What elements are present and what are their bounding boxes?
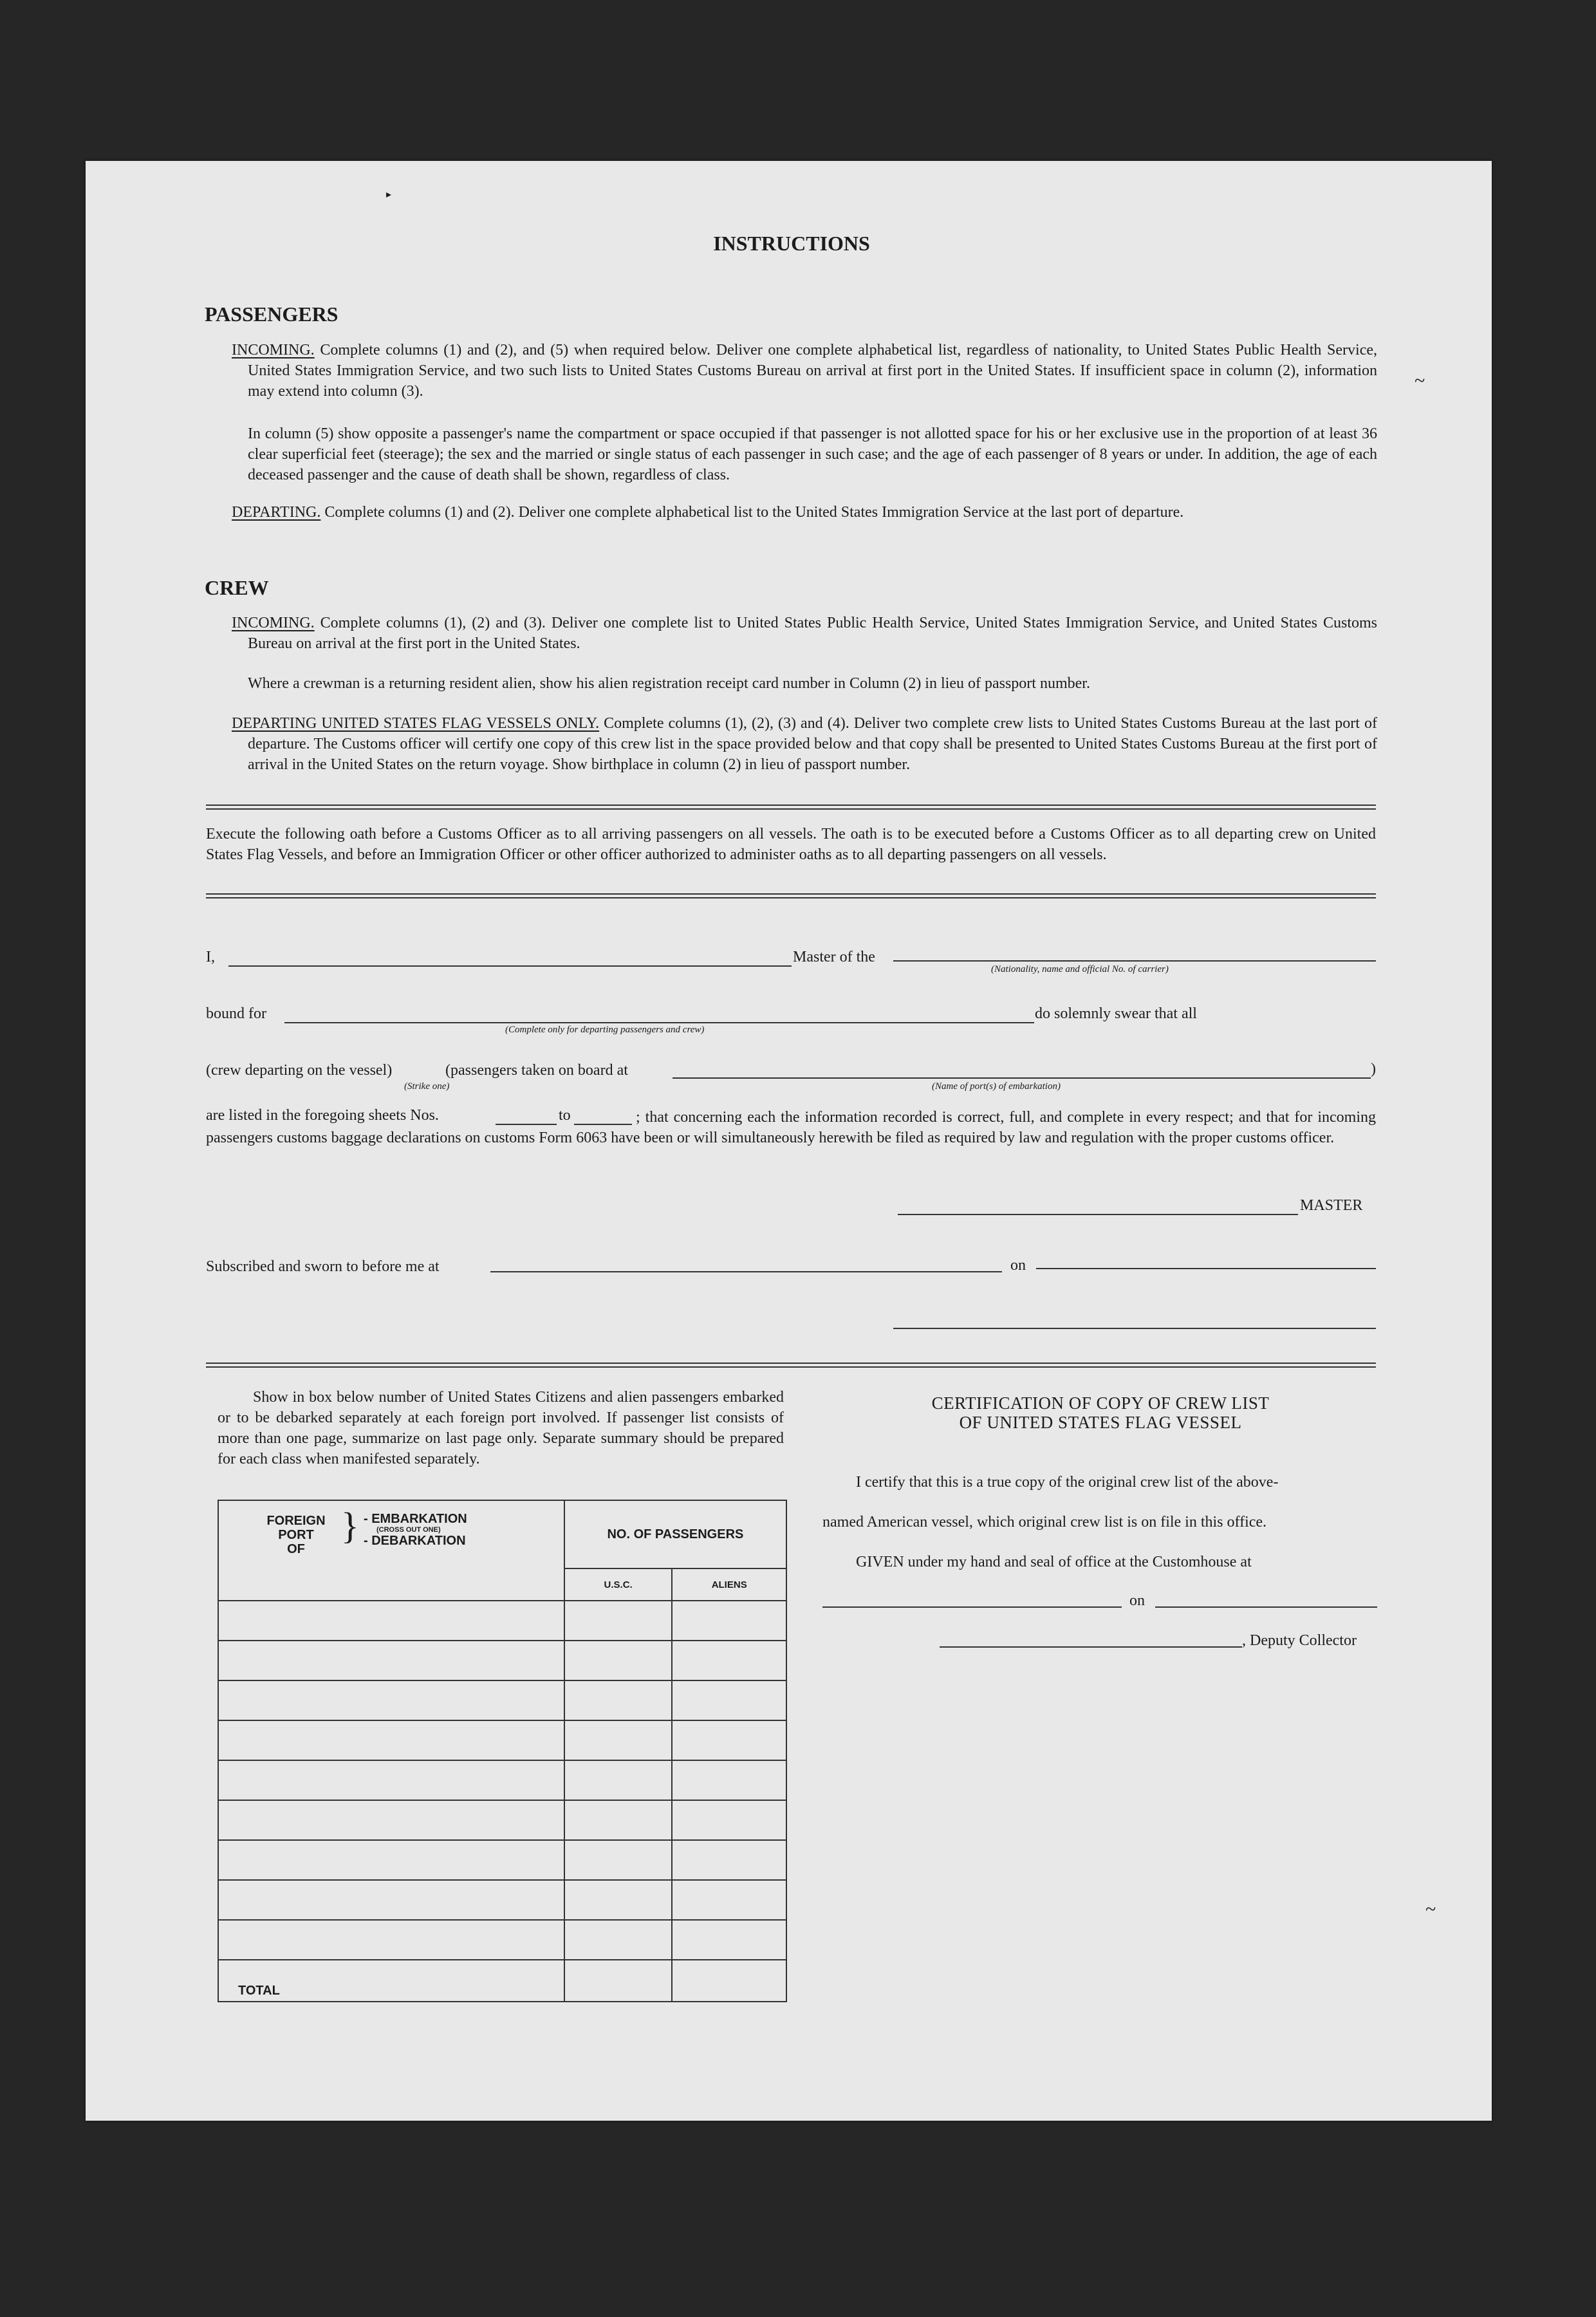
passenger-summary-table [218, 1500, 787, 2002]
port-cell[interactable] [218, 1680, 564, 1720]
master-label: MASTER [1300, 1197, 1363, 1214]
usc-cell[interactable] [564, 1760, 673, 1800]
nationality-hint: (Nationality, name and official No. of carrier) [991, 964, 1169, 974]
port-cell[interactable] [218, 1760, 564, 1800]
passengers-departing [232, 502, 1377, 523]
given-text: GIVEN under my hand and seal of office at the Customhouse at [856, 1554, 1252, 1570]
certification-date-field[interactable] [1155, 1606, 1377, 1608]
ports-field[interactable] [673, 1077, 1371, 1079]
usc-cell[interactable] [564, 1920, 673, 1960]
oath-instruction: Execute the following oath before a Customs Officer as to all arriving passengers on all vessels. The oath is to be executed before a Customs Officer as to all departing crew on United States Flag Vessels, and before an Immigration Officer or other officer authorized to administer oaths as to all departing passengers on all vessels. [206, 826, 1376, 863]
crew-incoming-text: Complete columns (1), (2) and (3). Deliver one complete list to United States Public Health Service, United States Immigration Service, and United States Customs Bureau on arrival at the first port in the United States. [248, 615, 1378, 652]
usc-cell[interactable] [564, 1601, 673, 1641]
section-divider [206, 805, 1376, 810]
passengers-departing-label: DEPARTING. [232, 504, 321, 521]
close-paren: ) [1371, 1061, 1376, 1077]
cross-out-hint: (CROSS OUT ONE) [376, 1526, 441, 1534]
aliens-cell[interactable] [672, 1601, 786, 1641]
usc-cell[interactable] [564, 1720, 673, 1760]
bound-for-field[interactable] [284, 1022, 1034, 1023]
total-row [218, 1960, 786, 2002]
strike-one-hint: (Strike one) [404, 1081, 450, 1092]
swear-label: do solemnly swear that all [1035, 1005, 1197, 1022]
usc-cell[interactable] [564, 1641, 673, 1680]
certify-line1: I certify that this is a true copy of the original crew list of the above- [856, 1474, 1279, 1491]
crew-departing [232, 713, 1378, 775]
port-cell[interactable] [218, 1880, 564, 1920]
bound-for-hint: (Complete only for departing passengers and crew) [505, 1025, 705, 1035]
port-cell[interactable] [218, 1800, 564, 1840]
scan-mark: ▸ [386, 189, 392, 200]
crew-incoming [232, 613, 1378, 654]
sworn-place-field[interactable] [490, 1271, 1002, 1272]
usc-cell[interactable] [564, 1880, 673, 1920]
aliens-cell[interactable] [672, 1641, 786, 1680]
table-row [218, 1920, 786, 1960]
foreign-port-line2: PORT [278, 1528, 314, 1542]
usc-cell[interactable] [564, 1680, 673, 1720]
brace-glyph: } [341, 1505, 359, 1547]
listed-text: ; that concerning each the information recorded is correct, full, and complete in every respect; and that for incoming passengers customs baggage declarations on customs Form 6063 have been or will simultaneously herewith be filed as required by law and regulation with the proper customs officer. [206, 1109, 1376, 1146]
crew-departing-option: (crew departing on the vessel) [206, 1062, 393, 1079]
aliens-cell[interactable] [672, 1680, 786, 1720]
usc-total-cell[interactable] [564, 1960, 673, 2002]
deputy-collector-signature-field[interactable] [940, 1646, 1242, 1648]
embarkation-option: - EMBARKATION [364, 1512, 467, 1526]
to-label: to [559, 1107, 571, 1124]
no-of-passengers-header: NO. OF PASSENGERS [564, 1500, 786, 1568]
port-cell[interactable] [218, 1840, 564, 1880]
page-title: INSTRUCTIONS [713, 232, 870, 255]
aliens-cell[interactable] [672, 1880, 786, 1920]
aliens-cell[interactable] [672, 1920, 786, 1960]
crew-heading: CREW [205, 576, 269, 599]
certification-heading-line2: OF UNITED STATES FLAG VESSEL [959, 1413, 1242, 1432]
ports-hint: (Name of port(s) of embarkation) [932, 1081, 1061, 1092]
aliens-header: ALIENS [672, 1568, 786, 1601]
certification-heading [837, 1393, 1364, 1432]
table-row [218, 1601, 786, 1641]
passengers-incoming-text: Complete columns (1) and (2), and (5) when required below. Deliver one complete alphabetical list, regardless of nationality, to United States Public Health Service, United States Immigration Service, and two such lists to United States Customs Bureau on arrival at first port in the United States. If insufficient space in column (2), information may extend into column (3). [248, 342, 1378, 400]
table-row [218, 1720, 786, 1760]
master-name-field[interactable] [228, 965, 792, 967]
foreign-port-line1: FOREIGN [266, 1514, 326, 1528]
aliens-cell[interactable] [672, 1840, 786, 1880]
crew-departing-label: DEPARTING UNITED STATES FLAG VESSELS ONLY. [232, 715, 600, 732]
passengers-incoming [232, 340, 1378, 402]
certify-line2: named American vessel, which original crew list is on file in this office. [822, 1514, 1267, 1531]
oath-i-label: I, [206, 949, 215, 965]
port-cell[interactable] [218, 1720, 564, 1760]
certification-heading-line1: CERTIFICATION OF COPY OF CREW LIST [931, 1393, 1270, 1413]
usc-cell[interactable] [564, 1800, 673, 1840]
deputy-collector-label: , Deputy Collector [1242, 1632, 1357, 1649]
subscribed-label: Subscribed and sworn to before me at [206, 1258, 440, 1275]
passengers-taken-option: (passengers taken on board at [445, 1062, 628, 1079]
port-cell[interactable] [218, 1601, 564, 1641]
port-cell[interactable] [218, 1920, 564, 1960]
crew-resident-text: Where a crewman is a returning resident alien, show his alien registration receipt card number in Column (2) in lieu of passport number. [248, 675, 1090, 692]
debarkation-option: - DEBARKATION [364, 1534, 466, 1548]
aliens-cell[interactable] [672, 1720, 786, 1760]
section-divider [206, 1363, 1376, 1368]
port-cell[interactable] [218, 1641, 564, 1680]
certification-on-label: on [1129, 1592, 1145, 1609]
summary-instructions: Show in box below number of United States Citizens and alien passengers embarked or to be debarked separately at each foreign port involved. If passenger list consists of more than one page, summarize on last page only. Separate summary should be prepared for each class when manifested separately. [218, 1389, 784, 1467]
foreign-port-line3: OF [287, 1542, 305, 1556]
passengers-column5-text: In column (5) show opposite a passenger's name the compartment or space occupied if that passenger is not allotted space for his or her exclusive use in the proportion of at least 36 clear superficial feet (steerage); the sex and the married or single status of each passenger in such case; and the age of each passenger of 8 years or under. In addition, the age of each deceased passenger and the cause of death shall be shown, regardless of class. [248, 425, 1377, 483]
sworn-date-field[interactable] [1036, 1268, 1376, 1269]
customhouse-field[interactable] [822, 1606, 1122, 1608]
officer-signature-field[interactable] [893, 1328, 1376, 1329]
table-row [218, 1641, 786, 1680]
aliens-total-cell[interactable] [672, 1960, 786, 2002]
table-row [218, 1800, 786, 1840]
master-signature-field[interactable] [898, 1214, 1298, 1215]
scan-mark: ~ [1415, 370, 1425, 391]
table-row [218, 1760, 786, 1800]
passengers-departing-text: Complete columns (1) and (2). Deliver one complete alphabetical list to the United States Immigration Service at the last port of departure. [324, 504, 1184, 521]
crew-departing-text: Complete columns (1), (2), (3) and (4). Deliver two complete crew lists to United States Customs Bureau at the last port of departure. The Customs officer will certify one copy of this crew list in the space provided below and that copy shall be presented to United States Customs Bureau at the first port of arrival in the United States on the return voyage. Show birthplace in column (2) in lieu of passport number. [248, 715, 1378, 773]
table-row [218, 1840, 786, 1880]
listed-prefix: are listed in the foregoing sheets Nos. [206, 1107, 439, 1124]
crew-incoming-label: INCOMING. [232, 615, 315, 631]
bound-for-label: bound for [206, 1005, 266, 1022]
sworn-on-label: on [1010, 1257, 1026, 1274]
scan-mark: ~ [1425, 1899, 1436, 1920]
aliens-cell[interactable] [672, 1760, 786, 1800]
foreign-port-header [218, 1500, 564, 1601]
section-divider [206, 893, 1376, 898]
passengers-incoming-label: INCOMING. [232, 342, 315, 358]
usc-header: U.S.C. [564, 1568, 673, 1601]
carrier-field[interactable] [893, 960, 1376, 962]
master-of-label: Master of the [793, 949, 875, 965]
usc-cell[interactable] [564, 1840, 673, 1880]
table-row [218, 1680, 786, 1720]
table-row [218, 1880, 786, 1920]
total-label: TOTAL [218, 1960, 564, 2002]
passengers-heading: PASSENGERS [205, 302, 339, 326]
aliens-cell[interactable] [672, 1800, 786, 1840]
